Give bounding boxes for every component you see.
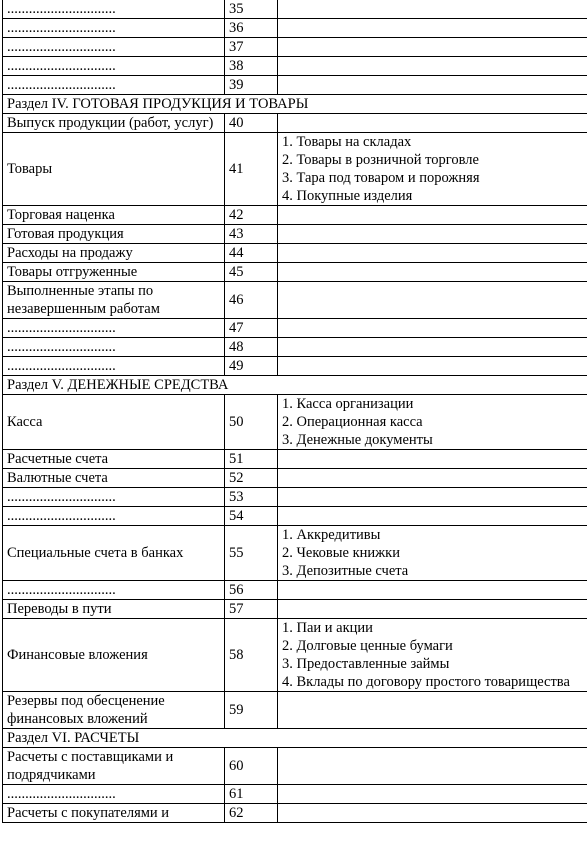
account-number: 44 [225, 244, 278, 263]
subaccount-item: 2. Операционная касса [282, 414, 423, 430]
subaccounts-cell [278, 526, 587, 581]
section-header-row [3, 95, 587, 114]
table-row [3, 469, 587, 488]
account-name: .............................. [3, 357, 225, 376]
table-row [3, 57, 587, 76]
subaccounts-cell [278, 282, 587, 319]
account-name: Валютные счета [3, 469, 225, 488]
table-row [3, 395, 587, 450]
table-row [3, 748, 587, 785]
subaccount-item: 1. Товары на складах [282, 134, 412, 150]
account-name: Специальные счета в банках [3, 526, 225, 581]
section-header-row [3, 376, 587, 395]
table-row [3, 263, 587, 282]
subaccount-item: 4. Вклады по договору простого товарищества [282, 674, 570, 690]
subaccounts-cell [278, 357, 587, 376]
account-number: 37 [225, 38, 278, 57]
account-name: .............................. [3, 38, 225, 57]
subaccount-item: 3. Предоставленные займы [282, 656, 450, 672]
table-row [3, 19, 587, 38]
section-title: Раздел V. ДЕНЕЖНЫЕ СРЕДСТВА [3, 376, 587, 395]
table-body [3, 0, 587, 823]
table-row [3, 581, 587, 600]
subaccounts-cell [278, 225, 587, 244]
account-name: Расчеты с поставщиками и подрядчиками [3, 748, 225, 785]
table-row [3, 804, 587, 823]
table-row [3, 114, 587, 133]
table-row [3, 507, 587, 526]
subaccounts-cell [278, 507, 587, 526]
subaccounts-cell [278, 338, 587, 357]
subaccounts-cell [278, 488, 587, 507]
table-row [3, 692, 587, 729]
table-row [3, 488, 587, 507]
account-number: 50 [225, 395, 278, 450]
subaccounts-cell [278, 395, 587, 450]
account-number: 39 [225, 76, 278, 95]
subaccount-item: 1. Аккредитивы [282, 527, 381, 543]
subaccount-item: 1. Касса организации [282, 396, 414, 412]
subaccount-item: 2. Товары в розничной торговле [282, 152, 479, 168]
subaccount-item: 2. Долговые ценные бумаги [282, 638, 453, 654]
subaccounts-cell [278, 38, 587, 57]
subaccounts-cell [278, 76, 587, 95]
subaccount-item: 4. Покупные изделия [282, 188, 413, 204]
subaccounts-cell [278, 19, 587, 38]
subaccounts-cell [278, 469, 587, 488]
account-number: 41 [225, 133, 278, 206]
account-number: 51 [225, 450, 278, 469]
account-number: 56 [225, 581, 278, 600]
account-name: .............................. [3, 488, 225, 507]
table-row [3, 785, 587, 804]
subaccounts-cell [278, 785, 587, 804]
subaccount-item: 3. Тара под товаром и порожняя [282, 170, 480, 186]
table-row [3, 76, 587, 95]
account-number: 59 [225, 692, 278, 729]
section-title: Раздел VI. РАСЧЕТЫ [3, 729, 587, 748]
account-name: .............................. [3, 0, 225, 19]
account-number: 45 [225, 263, 278, 282]
account-name: .............................. [3, 507, 225, 526]
table-row [3, 619, 587, 692]
section-header-row [3, 729, 587, 748]
account-name: Расходы на продажу [3, 244, 225, 263]
subaccounts-cell [278, 57, 587, 76]
account-name: .............................. [3, 785, 225, 804]
subaccounts-cell [278, 244, 587, 263]
subaccount-item: 1. Паи и акции [282, 620, 373, 636]
account-name: .............................. [3, 581, 225, 600]
account-number: 46 [225, 282, 278, 319]
account-name: Товары [3, 133, 225, 206]
subaccounts-cell [278, 206, 587, 225]
account-number: 55 [225, 526, 278, 581]
account-name: Переводы в пути [3, 600, 225, 619]
table-row [3, 206, 587, 225]
account-name: .............................. [3, 338, 225, 357]
account-name: .............................. [3, 319, 225, 338]
subaccounts-cell [278, 450, 587, 469]
account-name: Расчетные счета [3, 450, 225, 469]
subaccounts-cell [278, 114, 587, 133]
account-name: Выпуск продукции (работ, услуг) [3, 114, 225, 133]
subaccounts-cell [278, 133, 587, 206]
subaccount-item: 3. Денежные документы [282, 432, 433, 448]
subaccounts-cell [278, 0, 587, 19]
account-number: 38 [225, 57, 278, 76]
account-number: 36 [225, 19, 278, 38]
account-number: 54 [225, 507, 278, 526]
account-number: 58 [225, 619, 278, 692]
account-number: 43 [225, 225, 278, 244]
chart-of-accounts-table [2, 0, 587, 823]
account-number: 57 [225, 600, 278, 619]
account-number: 62 [225, 804, 278, 823]
account-number: 61 [225, 785, 278, 804]
subaccounts-cell [278, 263, 587, 282]
account-number: 42 [225, 206, 278, 225]
table-row [3, 526, 587, 581]
account-name: Торговая наценка [3, 206, 225, 225]
account-name: Финансовые вложения [3, 619, 225, 692]
table-row [3, 38, 587, 57]
account-number: 52 [225, 469, 278, 488]
subaccounts-cell [278, 692, 587, 729]
table-row [3, 0, 587, 19]
table-row [3, 282, 587, 319]
account-number: 35 [225, 0, 278, 19]
account-number: 48 [225, 338, 278, 357]
account-name: .............................. [3, 76, 225, 95]
account-number: 49 [225, 357, 278, 376]
subaccounts-cell [278, 748, 587, 785]
subaccounts-cell [278, 619, 587, 692]
section-title: Раздел IV. ГОТОВАЯ ПРОДУКЦИЯ И ТОВАРЫ [3, 95, 587, 114]
subaccount-item: 2. Чековые книжки [282, 545, 400, 561]
account-number: 47 [225, 319, 278, 338]
table-row [3, 133, 587, 206]
table-row [3, 319, 587, 338]
subaccounts-cell [278, 581, 587, 600]
account-name: Резервы под обесценение финансовых вложений [3, 692, 225, 729]
account-number: 53 [225, 488, 278, 507]
table-row [3, 338, 587, 357]
account-name: Товары отгруженные [3, 263, 225, 282]
account-number: 60 [225, 748, 278, 785]
account-name: Касса [3, 395, 225, 450]
account-name: Выполненные этапы по незавершенным работам [3, 282, 225, 319]
account-number: 40 [225, 114, 278, 133]
account-name: Расчеты с покупателями и [3, 804, 225, 823]
subaccounts-cell [278, 804, 587, 823]
table-row [3, 357, 587, 376]
subaccounts-cell [278, 319, 587, 338]
account-name: Готовая продукция [3, 225, 225, 244]
table-row [3, 450, 587, 469]
subaccount-item: 3. Депозитные счета [282, 563, 409, 579]
account-name: .............................. [3, 19, 225, 38]
table-row [3, 225, 587, 244]
table-row [3, 600, 587, 619]
account-name: .............................. [3, 57, 225, 76]
subaccounts-cell [278, 600, 587, 619]
table-row [3, 244, 587, 263]
